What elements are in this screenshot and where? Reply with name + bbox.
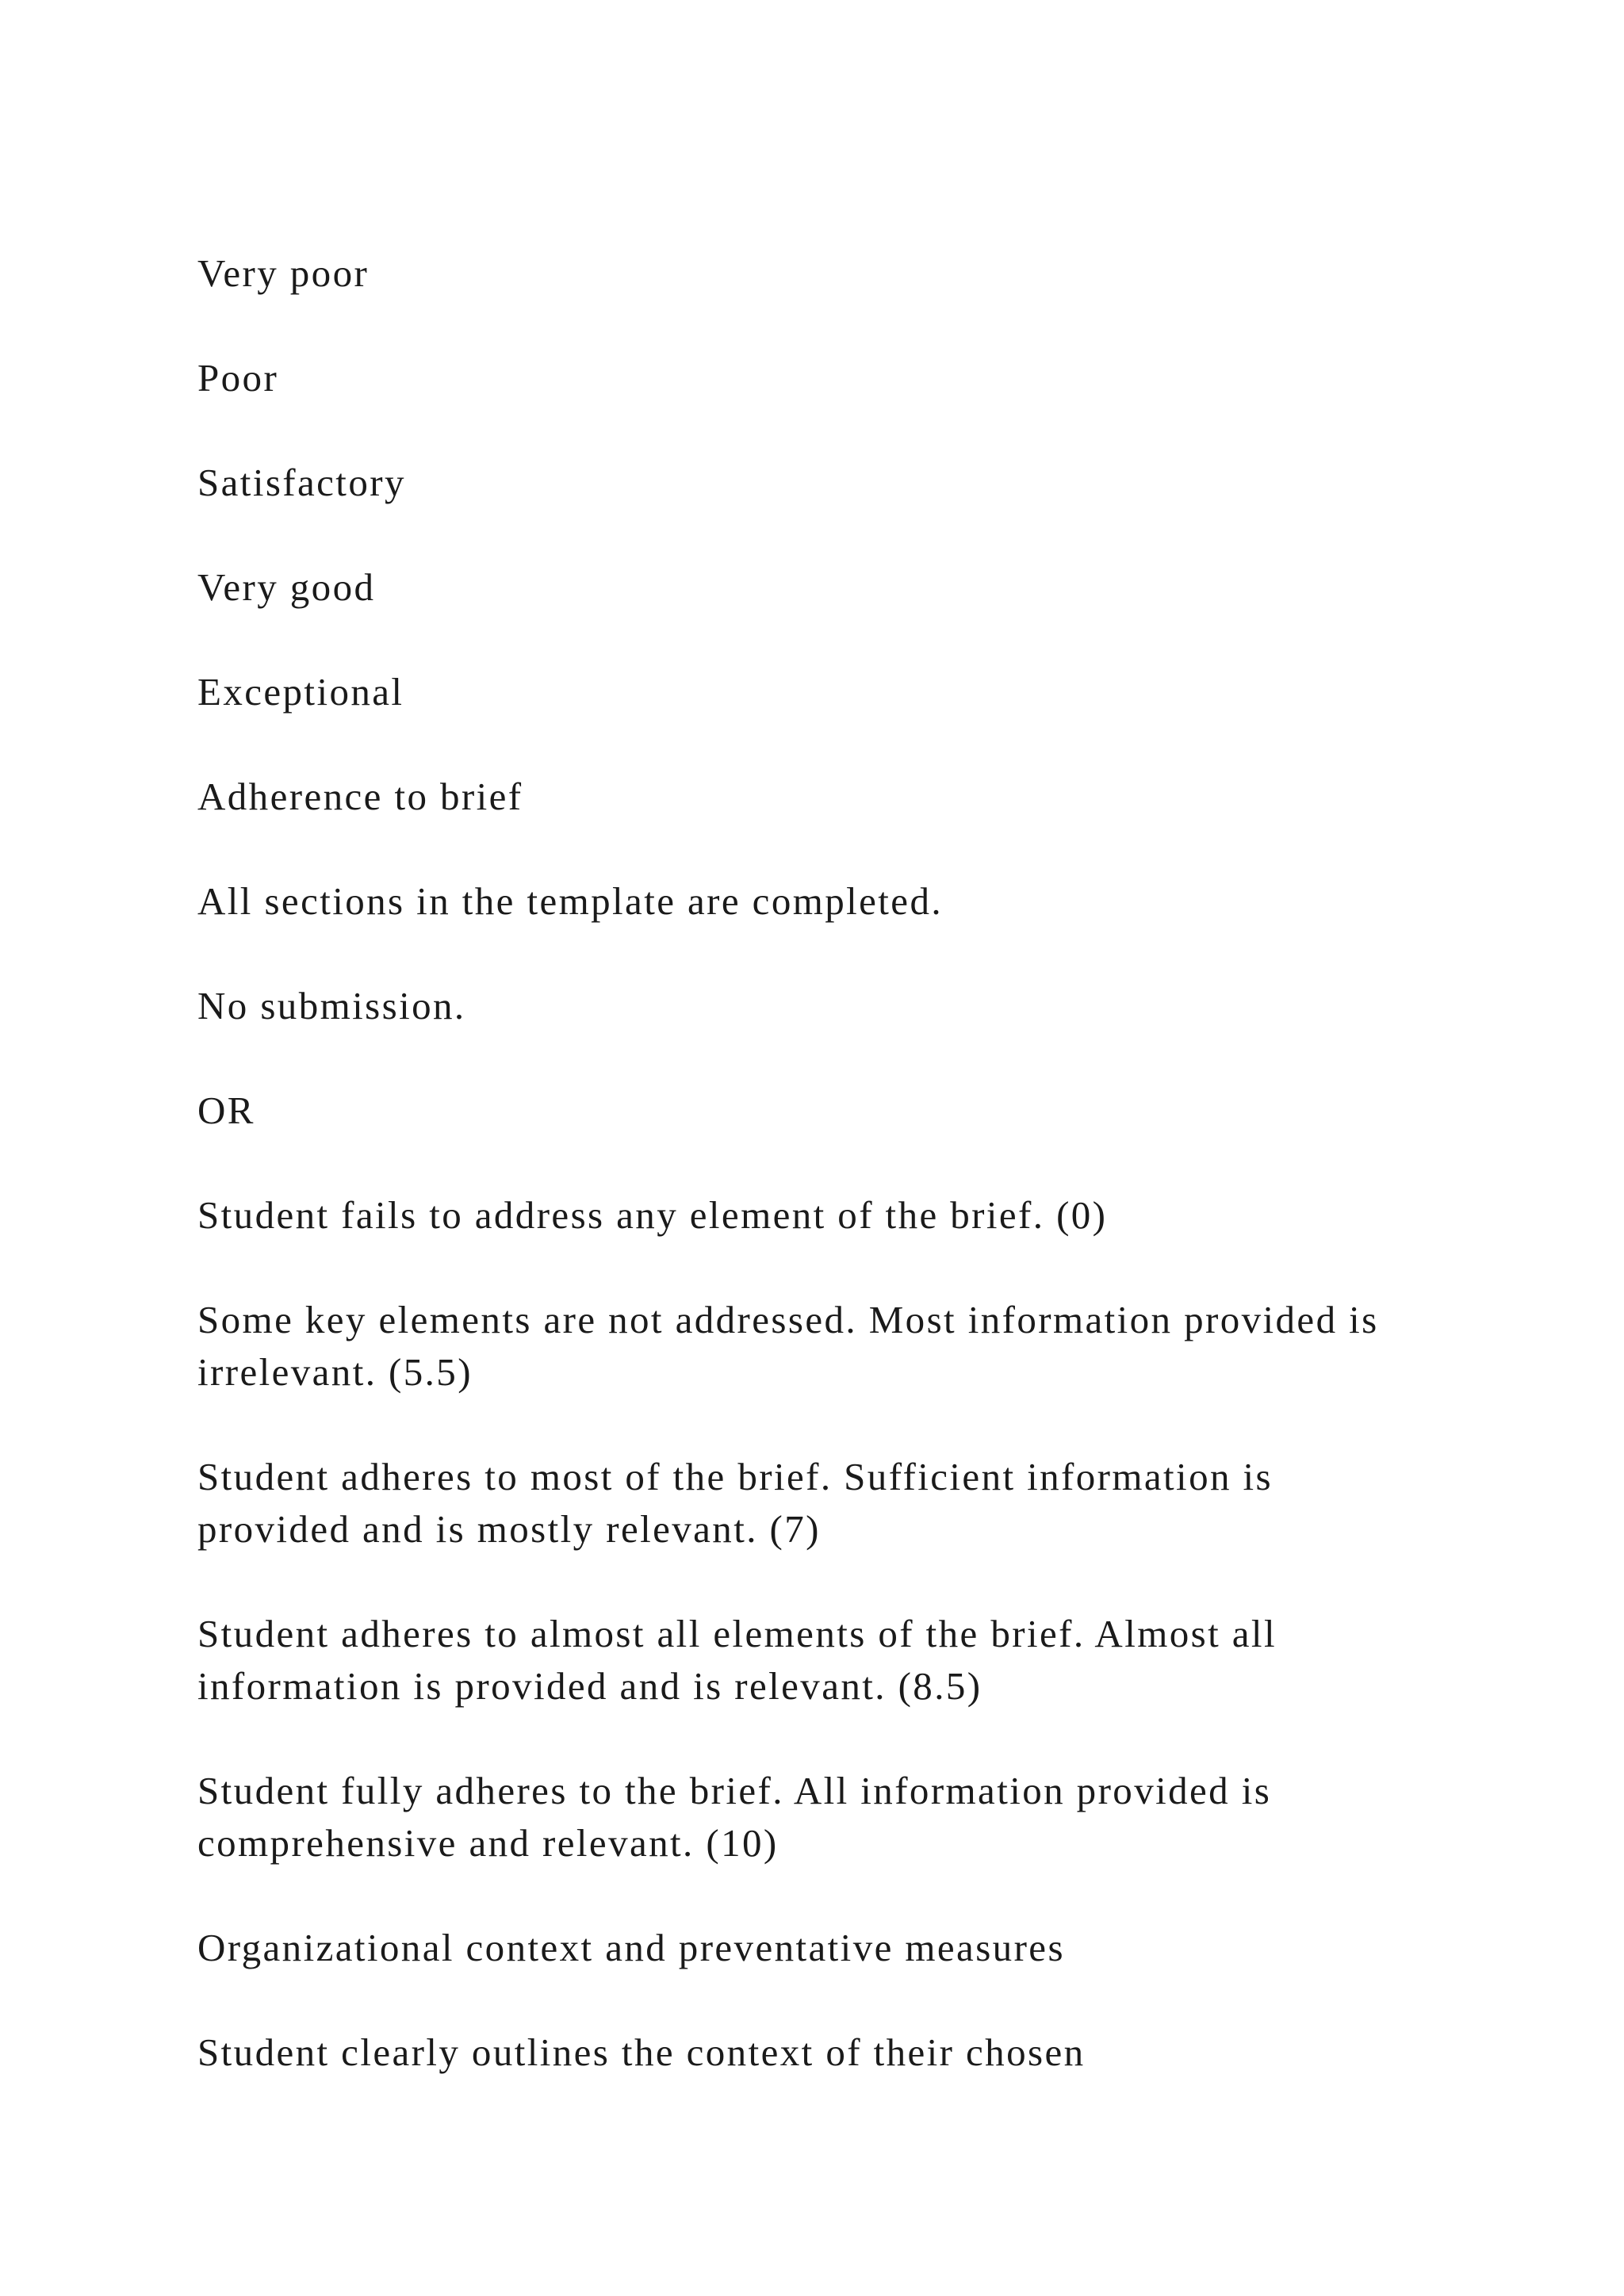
- criterion-context-heading: Organizational context and preventative measures: [197, 1926, 1065, 1969]
- adherence-level-10: Student fully adheres to the brief. All information provided is comprehensive and relevant. (10): [197, 1769, 1272, 1865]
- adherence-level-7: Student adheres to most of the brief. Sufficient information is provided and is mostly relevant. (7): [197, 1455, 1274, 1551]
- criterion-context-description: Student clearly outlines the context of their chosen: [197, 2030, 1086, 2074]
- criterion-adherence-description: All sections in the template are completed.: [197, 879, 944, 923]
- no-submission-text: No submission.: [197, 984, 466, 1027]
- criterion-adherence-heading: Adherence to brief: [197, 775, 523, 818]
- rating-very-good: Very good: [197, 565, 376, 609]
- adherence-level-5-5: Some key elements are not addressed. Most information provided is irrelevant. (5.5): [197, 1298, 1379, 1394]
- rating-exceptional: Exceptional: [197, 670, 404, 714]
- rating-satisfactory: Satisfactory: [197, 461, 406, 504]
- or-text: OR: [197, 1089, 255, 1132]
- document-body: [197, 247, 1434, 2079]
- rating-poor: Poor: [197, 356, 279, 400]
- adherence-level-8-5: Student adheres to almost all elements of the brief. Almost all information is provided and is relevant. (8.5): [197, 1612, 1277, 1708]
- rating-very-poor: Very poor: [197, 251, 370, 295]
- adherence-level-0: Student fails to address any element of the brief. (0): [197, 1193, 1108, 1237]
